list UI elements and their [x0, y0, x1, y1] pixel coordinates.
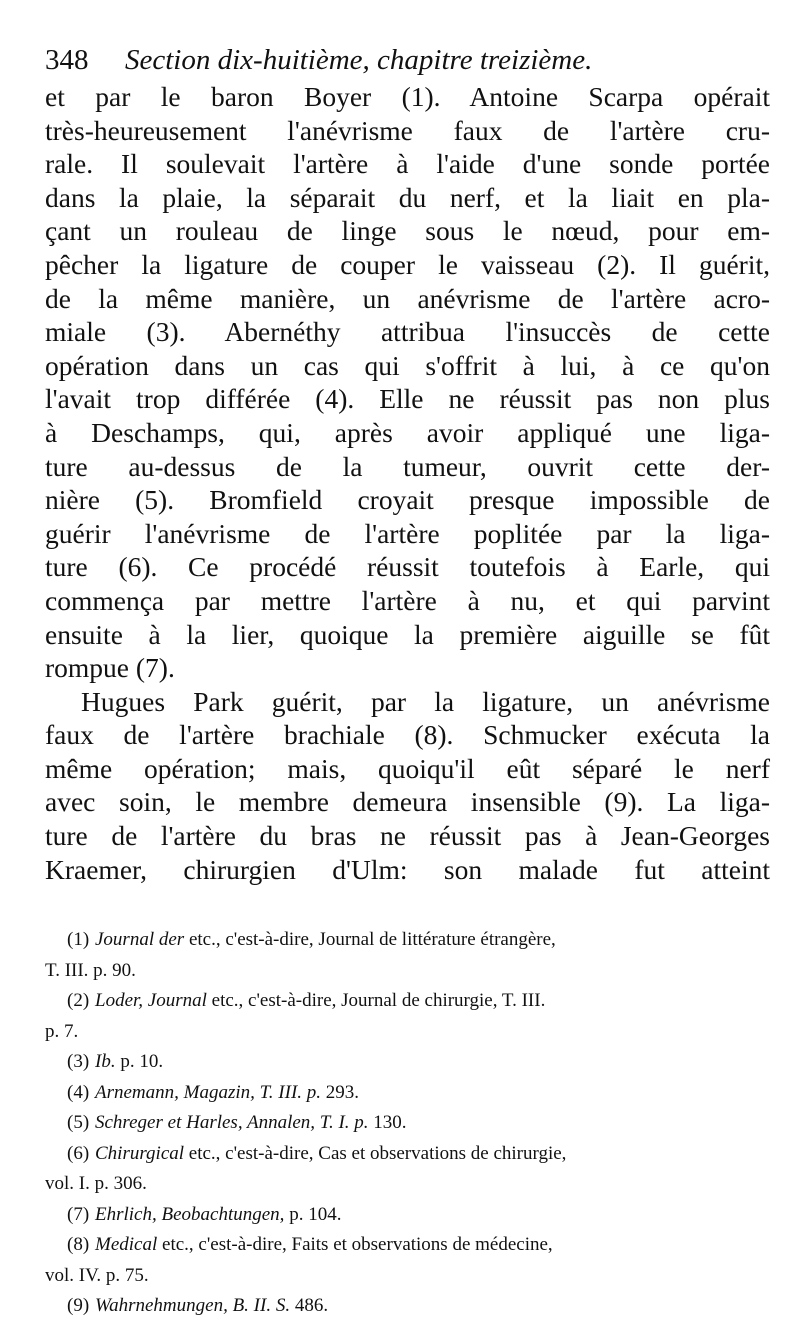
footnote-text: p. 10. [115, 1051, 164, 1072]
footnote-title: Medical [95, 1234, 158, 1255]
footnote [45, 986, 770, 1047]
footnote [45, 925, 770, 986]
footnote-text: p. 104. [284, 1203, 342, 1225]
text-line: miale (3). Abernéthy attribua l'insuccès de cette [45, 316, 770, 348]
footnote-continuation: vol. I. p. 306. [45, 1173, 147, 1194]
text-line: ture de l'artère du bras ne réussit pas à Jean-Georges [45, 820, 770, 852]
footnote-text: 130. [368, 1112, 407, 1133]
text-line: l'avait trop différée (4). Elle ne réussit pas non plus [45, 383, 770, 415]
footnote [45, 1230, 770, 1291]
footnote-number: (9) [67, 1295, 90, 1316]
footnote-title: Ib. [95, 1051, 116, 1072]
footnote-title: Arnemann, Magazin, T. III. p. [95, 1081, 322, 1103]
footnote-continuation: vol. IV. p. 75. [45, 1264, 149, 1286]
footnote-text: 486. [290, 1295, 329, 1316]
footnote [45, 1047, 770, 1078]
footnote [45, 1200, 770, 1231]
footnote-continuation: p. 7. [45, 1020, 79, 1042]
footnote-title: Journal der [95, 929, 185, 950]
footnote-title: Ehrlich, Beobachtungen, [95, 1203, 285, 1225]
running-title: Section dix-huitième, chapitre treizième. [125, 44, 593, 76]
footnote-title: Wahrnehmungen, B. II. S. [95, 1295, 291, 1316]
text-line: et par le baron Boyer (1). Antoine Scarpa opérait [45, 81, 770, 112]
footnote-number: (2) [67, 990, 90, 1011]
footnotes [45, 925, 770, 1322]
text-line: pêcher la ligature de couper le vaisseau (2). Il guérit, [45, 248, 770, 280]
footnote-title: Loder, Journal [95, 990, 207, 1011]
body-text [45, 80, 770, 886]
text-line: rale. Il soulevait l'artère à l'aide d'une sonde portée [45, 148, 770, 180]
text-line: très-heureusement l'anévrisme faux de l'artère cru- [45, 114, 770, 146]
footnote [45, 1108, 770, 1139]
text-line: ture (6). Ce procédé réussit toutefois à Earle, qui [45, 551, 770, 583]
footnote-number: (8) [67, 1234, 90, 1255]
footnote [45, 1078, 770, 1109]
text-line: commença par mettre l'artère à nu, et qui parvint [45, 584, 770, 616]
footnote [45, 1291, 770, 1322]
footnote-text: etc., c'est-à-dire, Faits et observations de médecine, [157, 1234, 553, 1255]
footnote-number: (7) [67, 1203, 90, 1225]
text-line: guérir l'anévrisme de l'artère poplitée par la liga- [45, 517, 770, 549]
text-line: Hugues Park guérit, par la ligature, un anévrisme [81, 685, 770, 717]
text-line: ture au-dessus de la tumeur, ouvrit cette der- [45, 450, 770, 482]
text-line: Kraemer, chirurgien d'Ulm: son malade fut atteint [45, 853, 770, 885]
footnote-text: 293. [321, 1081, 360, 1103]
footnote-number: (6) [67, 1142, 90, 1164]
running-header [45, 40, 770, 80]
text-line: rompue (7). [45, 652, 175, 684]
text-line: faux de l'artère brachiale (8). Schmucker exécuta la [45, 719, 770, 751]
text-line: avec soin, le membre demeura insensible (9). La liga- [45, 786, 770, 818]
text-line: nière (5). Bromfield croyait presque impossible de [45, 484, 770, 516]
footnote-number: (5) [67, 1112, 90, 1133]
text-line: ensuite à la lier, quoique la première aiguille se fût [45, 618, 770, 650]
text-line: dans la plaie, la séparait du nerf, et la liait en pla- [45, 181, 770, 213]
footnote [45, 1139, 770, 1200]
footnote-number: (4) [67, 1081, 90, 1103]
footnote-text: etc., c'est-à-dire, Journal de chirurgie, T. III. [206, 990, 546, 1011]
footnote-title: Chirurgical [95, 1142, 185, 1164]
footnote-number: (3) [67, 1051, 90, 1072]
text-line: à Deschamps, qui, après avoir appliqué une liga- [45, 416, 770, 448]
footnote-title: Schreger et Harles, Annalen, T. I. p. [95, 1112, 369, 1133]
footnote-number: (1) [67, 929, 90, 950]
page-number: 348 [45, 44, 89, 76]
footnote-text: etc., c'est-à-dire, Journal de littérature étrangère, [184, 929, 556, 950]
footnote-text: etc., c'est-à-dire, Cas et observations de chirurgie, [184, 1142, 567, 1164]
footnote-continuation: T. III. p. 90. [45, 959, 136, 981]
text-line: çant un rouleau de linge sous le nœud, pour em- [45, 215, 770, 247]
text-line: opération dans un cas qui s'offrit à lui, à ce qu'on [45, 349, 770, 381]
text-line: de la même manière, un anévrisme de l'artère acro- [45, 282, 770, 314]
text-line: même opération; mais, quoiqu'il eût séparé le nerf [45, 752, 770, 784]
